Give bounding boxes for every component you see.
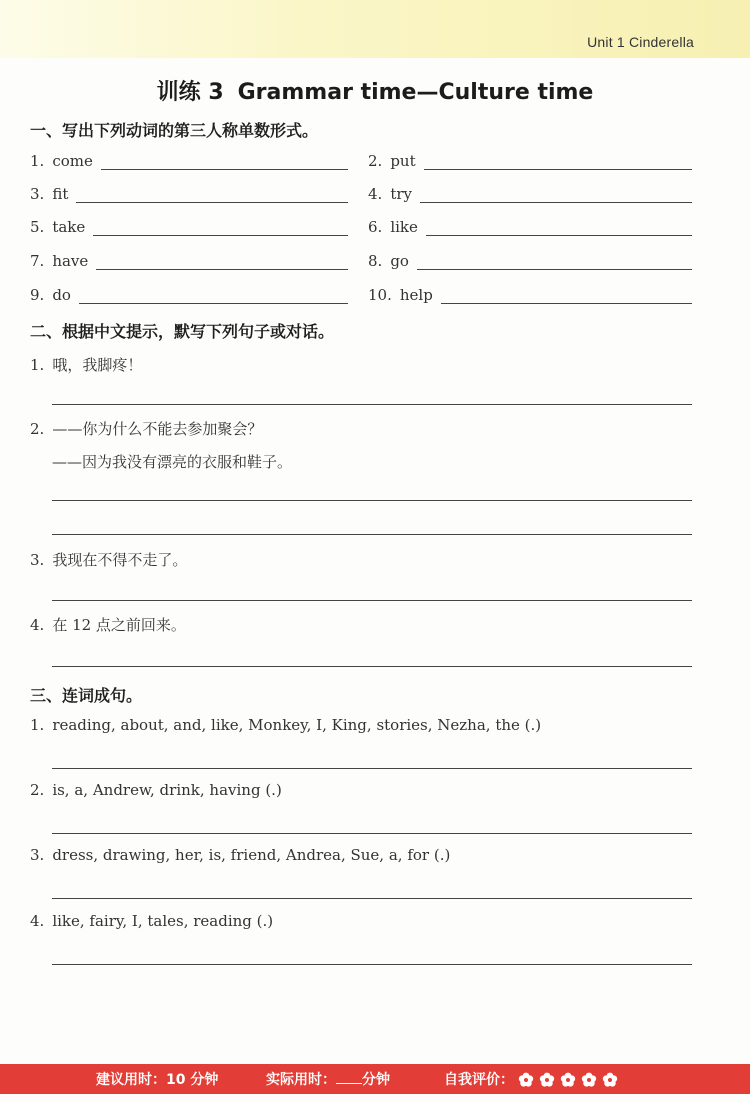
item-number: 8. — [368, 252, 383, 270]
item-number: 5. — [30, 218, 45, 236]
item-word: take — [52, 218, 86, 236]
answer-blank[interactable] — [79, 289, 348, 304]
question-number: 4. — [30, 912, 45, 930]
answer-line[interactable] — [52, 833, 692, 834]
item-number: 2. — [368, 152, 383, 170]
item-number: 10. — [368, 286, 392, 304]
answer-blank[interactable] — [424, 155, 692, 170]
question-2 — [30, 781, 282, 799]
question-4 — [30, 912, 273, 930]
question-text: reading, about, and, like, Monkey, I, King, stories, Nezha, the (.) — [52, 716, 542, 734]
flower-icon[interactable] — [518, 1072, 534, 1088]
question-number: 1. — [30, 356, 45, 374]
footer-band — [0, 1064, 750, 1094]
question-number: 2. — [30, 781, 45, 799]
vocab-item — [368, 148, 692, 170]
item-word: put — [390, 152, 416, 170]
answer-line[interactable] — [52, 600, 692, 601]
flower-icon[interactable] — [581, 1072, 597, 1088]
item-word: go — [390, 252, 409, 270]
rating-flowers[interactable] — [518, 1072, 618, 1088]
question-2 — [30, 418, 262, 439]
item-number: 1. — [30, 152, 45, 170]
answer-blank[interactable] — [76, 188, 348, 203]
actual-time-unit: 分钟 — [362, 1072, 390, 1088]
vocab-item — [30, 148, 348, 170]
answer-line[interactable] — [52, 898, 692, 899]
question-number: 3. — [30, 551, 45, 569]
question-3 — [30, 846, 450, 864]
item-word: like — [390, 218, 418, 236]
flower-icon[interactable] — [539, 1072, 555, 1088]
answer-blank[interactable] — [426, 221, 692, 236]
answer-blank[interactable] — [441, 289, 692, 304]
answer-blank[interactable] — [101, 155, 348, 170]
self-evaluation — [444, 1069, 618, 1089]
answer-line[interactable] — [52, 500, 692, 501]
question-text: is, a, Andrew, drink, having (.) — [52, 781, 282, 799]
item-number: 7. — [30, 252, 45, 270]
question-text: dress, drawing, her, is, friend, Andrea, Sue, a, for (.) — [52, 846, 451, 864]
question-number: 1. — [30, 716, 45, 734]
item-word: come — [52, 152, 93, 170]
question-1 — [30, 716, 541, 734]
title-cn: 训练 3 — [156, 80, 224, 105]
answer-line[interactable] — [52, 404, 692, 405]
flower-icon[interactable] — [560, 1072, 576, 1088]
answer-line[interactable] — [52, 964, 692, 965]
item-number: 4. — [368, 185, 383, 203]
vocab-item — [368, 214, 692, 236]
vocab-item — [368, 282, 692, 304]
item-number: 3. — [30, 185, 45, 203]
question-2-line2: ——因为我没有漂亮的衣服和鞋子。 — [52, 453, 293, 471]
item-word: have — [52, 252, 89, 270]
suggested-time: 建议用时：10 分钟 — [96, 1072, 219, 1088]
question-number: 4. — [30, 616, 45, 634]
answer-blank[interactable] — [96, 255, 348, 270]
flower-icon[interactable] — [602, 1072, 618, 1088]
question-text: 我现在不得不走了。 — [52, 551, 188, 569]
answer-line[interactable] — [52, 666, 692, 667]
vocab-item — [368, 181, 692, 203]
question-4 — [30, 614, 186, 635]
page-title — [0, 75, 750, 106]
item-word: help — [399, 286, 433, 304]
question-3 — [30, 549, 187, 570]
self-eval-label: 自我评价： — [444, 1072, 514, 1088]
answer-blank[interactable] — [417, 255, 692, 270]
answer-line[interactable] — [52, 534, 692, 535]
item-number: 6. — [368, 218, 383, 236]
actual-time-blank[interactable] — [336, 1069, 362, 1084]
item-number: 9. — [30, 286, 45, 304]
vocab-item — [30, 181, 348, 203]
vocab-item — [30, 248, 348, 270]
question-text: ——你为什么不能去参加聚会？ — [52, 420, 263, 438]
section3-title: 三、连词成句。 — [30, 686, 143, 705]
question-text: like, fairy, I, tales, reading (.) — [52, 912, 274, 930]
vocab-item — [30, 282, 348, 304]
item-word: fit — [52, 185, 69, 203]
answer-line[interactable] — [52, 768, 692, 769]
vocab-item — [30, 214, 348, 236]
question-number: 3. — [30, 846, 45, 864]
title-en: Grammar time—Culture time — [237, 80, 594, 105]
section1-title: 一、写出下列动词的第三人称单数形式。 — [30, 121, 319, 140]
answer-blank[interactable] — [420, 188, 692, 203]
question-1 — [30, 354, 142, 375]
item-word: do — [52, 286, 71, 304]
actual-time — [266, 1069, 390, 1089]
question-number: 2. — [30, 420, 45, 438]
vocab-item — [368, 248, 692, 270]
item-word: try — [390, 185, 412, 203]
answer-blank[interactable] — [93, 221, 348, 236]
section2-title: 二、根据中文提示，默写下列句子或对话。 — [30, 322, 335, 341]
unit-label: Unit 1 Cinderella — [587, 34, 694, 50]
question-text: 在 12 点之前回来。 — [52, 616, 186, 634]
question-text: 哦，我脚疼！ — [52, 356, 143, 374]
actual-time-label: 实际用时： — [266, 1072, 336, 1088]
